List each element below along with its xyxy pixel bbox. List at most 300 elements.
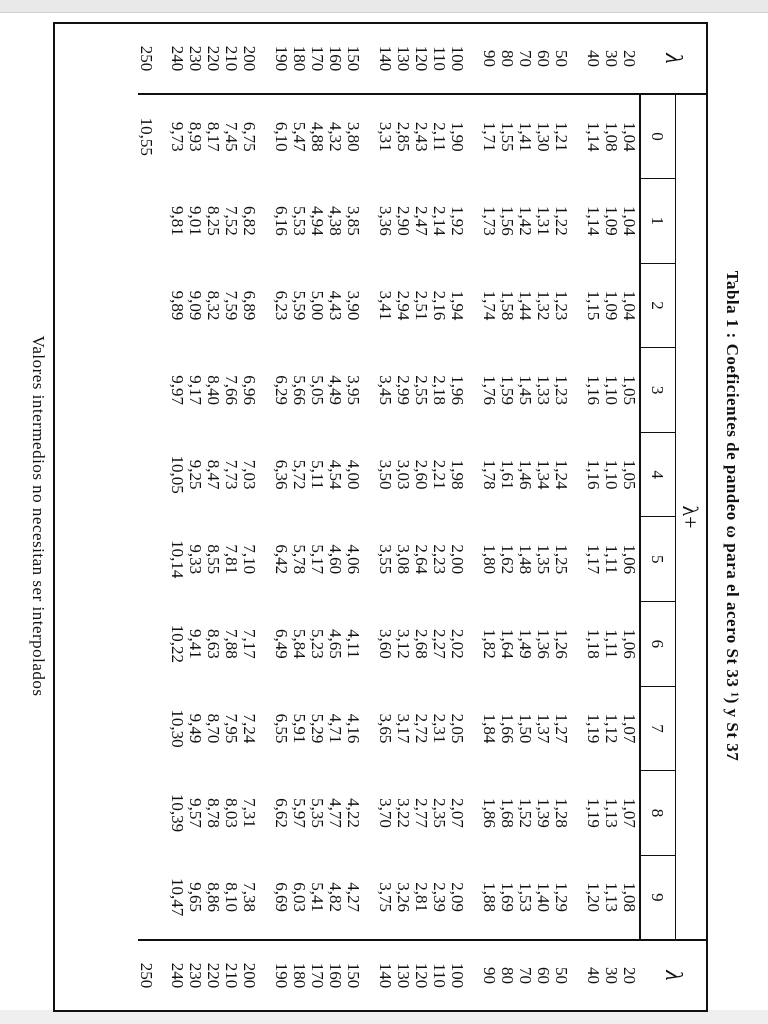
- coefficient-cell: 9,73: [168, 121, 187, 152]
- coefficient-cell: 9,41: [186, 628, 205, 659]
- row-lambda-right: 160: [327, 940, 345, 1010]
- coefficient-cell: 3,65: [376, 713, 395, 744]
- coefficient-cell: 7,10: [240, 544, 259, 575]
- coefficient-cell: 1,06: [620, 628, 639, 659]
- coefficient-cell: 3,03: [394, 459, 413, 490]
- coefficient-cell: 4,27: [344, 882, 363, 913]
- empty-cell: [138, 517, 169, 602]
- coefficient-cell: 4,88: [308, 121, 327, 152]
- digit-header-6: 6: [640, 602, 676, 687]
- table-row: [535, 24, 553, 1010]
- row-lambda-left: 40: [585, 24, 603, 94]
- row-lambda-right: 180: [291, 940, 309, 1010]
- empty-cell: [138, 686, 169, 771]
- block-spacer: [363, 24, 377, 1010]
- coefficient-cell: 1,32: [534, 290, 553, 321]
- coefficient-cell: 7,73: [222, 459, 241, 490]
- coefficient-cell: 2,11: [430, 122, 449, 152]
- coefficient-cell: 9,65: [186, 882, 205, 913]
- coefficient-cell: 8,78: [204, 798, 223, 828]
- table-caption: Tabla 1 : Coeficientes de pandeo ω para el acero St 33 ¹) y St 37: [723, 270, 742, 762]
- row-lambda-left: 110: [431, 24, 449, 94]
- coefficient-cell: 3,12: [394, 628, 413, 659]
- coefficient-cell: 1,11: [602, 629, 621, 659]
- coefficient-cell: 1,94: [448, 290, 467, 321]
- coefficient-cell: 1,21: [552, 121, 571, 152]
- row-lambda-left: 200: [241, 24, 259, 94]
- row-lambda-left: 250: [138, 24, 169, 94]
- coefficient-cell: 8,63: [204, 628, 223, 659]
- coefficient-cell: 3,50: [376, 459, 395, 490]
- row-lambda-left: 180: [291, 24, 309, 94]
- empty-cell: [138, 602, 169, 687]
- coefficient-grid: [138, 24, 706, 1010]
- digit-header-3: 3: [640, 348, 676, 433]
- coefficient-cell: 2,18: [430, 375, 449, 405]
- row-lambda-right: 150: [345, 940, 363, 1010]
- coefficient-cell: 2,94: [394, 290, 413, 321]
- coefficient-cell: 5,97: [290, 798, 309, 828]
- table-row-250: [138, 24, 169, 1010]
- coefficient-cell: 6,75: [240, 121, 259, 152]
- coefficient-cell: 3,41: [376, 290, 395, 321]
- coefficient-cell: 1,14: [584, 121, 603, 152]
- coefficient-cell: 8,32: [204, 290, 223, 321]
- row-lambda-left: 90: [481, 24, 499, 94]
- coefficient-cell: 6,29: [272, 375, 291, 405]
- coefficient-cell: 1,14: [584, 206, 603, 236]
- coefficient-cell: 3,36: [376, 206, 395, 236]
- table-row: [309, 24, 327, 1010]
- row-lambda-left: 130: [395, 24, 413, 94]
- table-row: [553, 24, 571, 1010]
- row-lambda-left: 170: [309, 24, 327, 94]
- coefficient-cell: 1,05: [620, 459, 639, 490]
- coefficient-cell: 1,04: [620, 121, 639, 152]
- coefficient-cell: 1,42: [516, 206, 535, 236]
- row-lambda-right: 50: [553, 940, 571, 1010]
- block-spacer: [571, 24, 585, 1010]
- coefficient-cell: 3,17: [394, 713, 413, 744]
- coefficient-cell: 1,96: [448, 375, 467, 405]
- coefficient-cell: 9,01: [186, 206, 205, 236]
- coefficient-cell: 1,76: [480, 375, 499, 405]
- coefficient-cell: 1,35: [534, 544, 553, 575]
- empty-cell: [138, 348, 169, 433]
- coefficient-cell: 7,45: [222, 121, 241, 152]
- coefficient-cell: 4,06: [344, 544, 363, 575]
- coefficient-cell: 2,16: [430, 290, 449, 321]
- coefficient-cell: 1,64: [498, 628, 517, 659]
- coefficient-cell: 4,32: [326, 121, 345, 152]
- coefficient-cell: 3,75: [376, 882, 395, 913]
- table-row: [205, 24, 223, 1010]
- coefficient-cell: 1,07: [620, 798, 639, 828]
- coefficient-cell: 2,31: [430, 713, 449, 744]
- table-row: [377, 24, 395, 1010]
- row-lambda-left: 210: [223, 24, 241, 94]
- coefficient-cell: 6,10: [272, 121, 291, 152]
- block-spacer: [259, 24, 273, 1010]
- table-row: [449, 24, 467, 1010]
- coefficient-cell: 10,22: [168, 624, 187, 663]
- empty-cell: [138, 771, 169, 856]
- coefficient-cell: 10,47: [168, 878, 187, 917]
- coefficient-cell: 3,95: [344, 375, 363, 405]
- coefficient-cell: 1,37: [534, 713, 553, 744]
- coefficient-cell: 4,16: [344, 713, 363, 744]
- coefficient-cell: 1,22: [552, 206, 571, 236]
- row-lambda-left: 240: [169, 24, 187, 94]
- coefficient-cell: 1,11: [602, 544, 621, 574]
- table-row: [241, 24, 259, 1010]
- coefficient-cell: 6,62: [272, 798, 291, 828]
- table-row: [187, 24, 205, 1010]
- coefficient-cell: 5,72: [290, 459, 309, 490]
- row-lambda-right: 60: [535, 940, 553, 1010]
- empty-cell: [138, 263, 169, 348]
- coefficient-cell: 1,27: [552, 713, 571, 744]
- table-row: [431, 24, 449, 1010]
- coefficient-cell: 4,00: [344, 459, 363, 490]
- coefficient-cell: 8,93: [186, 121, 205, 152]
- coefficient-cell: 5,47: [290, 121, 309, 152]
- coefficient-cell: 7,24: [240, 713, 259, 744]
- coefficient-cell: 1,26: [552, 628, 571, 659]
- coefficient-cell: 1,09: [602, 290, 621, 321]
- coefficient-cell: 1,61: [498, 459, 517, 490]
- row-lambda-right: 80: [499, 940, 517, 1010]
- coefficient-cell: 5,91: [290, 713, 309, 744]
- coefficient-cell: 5,84: [290, 628, 309, 659]
- coefficient-cell: 1,34: [534, 459, 553, 490]
- coefficient-cell: 1,30: [534, 121, 553, 152]
- coefficient-cell: 7,95: [222, 713, 241, 744]
- coefficient-cell: 1,82: [480, 628, 499, 659]
- coefficient-cell: 7,59: [222, 290, 241, 321]
- coefficient-cell: 2,60: [412, 459, 431, 490]
- lambda-header-right: λ: [640, 940, 706, 1010]
- coefficient-cell: 4,54: [326, 459, 345, 490]
- row-lambda-left: 60: [535, 24, 553, 94]
- digit-header-5: 5: [640, 517, 676, 602]
- coefficient-cell: 6,03: [290, 882, 309, 913]
- coefficient-cell: 7,31: [240, 798, 259, 828]
- row-lambda-left: 20: [621, 24, 640, 94]
- coefficient-cell: 5,05: [308, 375, 327, 405]
- coefficient-cell: 4,77: [326, 798, 345, 828]
- row-lambda-right: 210: [223, 940, 241, 1010]
- coefficient-cell: 5,23: [308, 628, 327, 659]
- coefficient-cell: 8,03: [222, 798, 241, 828]
- coefficient-cell: 1,12: [602, 713, 621, 744]
- coefficient-cell: 4,60: [326, 544, 345, 575]
- coefficient-cell: 1,24: [552, 459, 571, 490]
- coefficient-cell: 4,71: [326, 713, 345, 744]
- row-lambda-left: 80: [499, 24, 517, 94]
- coefficient-cell: 7,66: [222, 375, 241, 405]
- coefficient-cell: 1,16: [584, 375, 603, 405]
- table-row: [273, 24, 291, 1010]
- coefficient-cell: 1,19: [584, 798, 603, 828]
- coefficient-cell: 1,46: [516, 459, 535, 490]
- coefficient-cell: 1,23: [552, 375, 571, 405]
- coefficient-cell: 1,69: [498, 882, 517, 913]
- coefficient-cell: 1,71: [480, 121, 499, 152]
- row-lambda-right: 220: [205, 940, 223, 1010]
- coefficient-cell: 2,00: [448, 544, 467, 575]
- coefficient-cell: 6,82: [240, 206, 259, 236]
- coefficient-cell: 1,66: [498, 713, 517, 744]
- row-lambda-right: 70: [517, 940, 535, 1010]
- coefficient-cell: 1,07: [620, 713, 639, 744]
- row-lambda-left: 100: [449, 24, 467, 94]
- table-row: [223, 24, 241, 1010]
- coefficient-cell: 8,86: [204, 882, 223, 913]
- coefficient-cell: 1,50: [516, 713, 535, 744]
- row-lambda-left: 160: [327, 24, 345, 94]
- coefficient-cell: 7,52: [222, 206, 241, 236]
- rotated-page: [8, 16, 748, 1016]
- coefficient-cell: 5,11: [308, 460, 327, 490]
- header-row-top: [676, 24, 707, 1010]
- row-lambda-right: 30: [603, 940, 621, 1010]
- row-lambda-left: 230: [187, 24, 205, 94]
- coefficient-cell: 5,78: [290, 544, 309, 575]
- coefficient-cell: 1,36: [534, 628, 553, 659]
- row-lambda-right: 40: [585, 940, 603, 1010]
- coefficient-cell: 2,43: [412, 121, 431, 152]
- coefficient-cell: 6,69: [272, 882, 291, 913]
- coefficient-cell: 9,25: [186, 459, 205, 490]
- coefficient-cell: 2,90: [394, 206, 413, 236]
- coefficient-cell: 10,30: [168, 709, 187, 748]
- coefficient-cell: 1,29: [552, 882, 571, 913]
- coefficient-cell: 2,51: [412, 290, 431, 321]
- coefficient-cell: 1,92: [448, 206, 467, 236]
- coefficient-cell: 6,55: [272, 713, 291, 744]
- coefficient-cell: 5,66: [290, 375, 309, 405]
- coefficient-cell: 1,40: [534, 882, 553, 913]
- coefficient-cell: 1,58: [498, 290, 517, 321]
- coefficient-cell: 1,41: [516, 121, 535, 152]
- coefficient-cell: 2,77: [412, 798, 431, 828]
- row-lambda-right: 20: [621, 940, 640, 1010]
- coefficient-cell: 2,55: [412, 375, 431, 405]
- digit-header-1: 1: [640, 179, 676, 264]
- row-lambda-left: 120: [413, 24, 431, 94]
- table-row: [291, 24, 309, 1010]
- coefficient-cell: 1,10: [602, 375, 621, 405]
- lambda-header-left: λ: [640, 24, 706, 94]
- coefficient-cell: 1,04: [620, 206, 639, 236]
- coefficient-cell: 3,22: [394, 798, 413, 828]
- table-row: [395, 24, 413, 1010]
- coefficient-cell: 2,21: [430, 459, 449, 490]
- coefficient-cell: 6,36: [272, 459, 291, 490]
- coefficient-cell: 1,10: [602, 459, 621, 490]
- digit-header-2: 2: [640, 263, 676, 348]
- coefficient-cell: 1,09: [602, 206, 621, 236]
- coefficient-cell: 2,64: [412, 544, 431, 575]
- coefficient-cell: 1,86: [480, 798, 499, 828]
- coefficient-cell: 2,07: [448, 798, 467, 828]
- coefficient-cell: 8,40: [204, 375, 223, 405]
- coefficient-cell: 5,35: [308, 798, 327, 828]
- coefficient-cell: 8,55: [204, 544, 223, 575]
- coefficient-cell: 1,20: [584, 882, 603, 913]
- coefficient-cell: 1,68: [498, 798, 517, 828]
- coefficient-cell: 10,05: [168, 455, 187, 494]
- coefficient-cell: 1,55: [498, 121, 517, 152]
- coefficient-cell: 2,05: [448, 713, 467, 744]
- row-lambda-right: 170: [309, 940, 327, 1010]
- coefficient-cell: 4,11: [344, 629, 363, 659]
- coefficient-cell: 1,25: [552, 544, 571, 575]
- coefficient-cell: 4,22: [344, 798, 363, 828]
- coefficient-cell: 1,18: [584, 628, 603, 659]
- row-lambda-left: 150: [345, 24, 363, 94]
- coefficient-cell: 3,55: [376, 544, 395, 575]
- table-row: [517, 24, 535, 1010]
- coefficient-cell: 2,85: [394, 121, 413, 152]
- coefficient-cell: 3,85: [344, 206, 363, 236]
- row-lambda-right: 90: [481, 940, 499, 1010]
- block-spacer: [467, 24, 481, 1010]
- coefficient-cell: 1,48: [516, 544, 535, 575]
- table-row: [345, 24, 363, 1010]
- coefficient-cell: 5,59: [290, 290, 309, 321]
- coefficient-cell: 5,29: [308, 713, 327, 744]
- coefficient-cell: 1,05: [620, 375, 639, 405]
- coefficient-cell: 1,17: [584, 544, 603, 575]
- coefficient-cell: 1,62: [498, 544, 517, 575]
- digit-header-7: 7: [640, 686, 676, 771]
- coefficient-cell: 1,13: [602, 798, 621, 828]
- coefficient-cell: 1,49: [516, 628, 535, 659]
- row-lambda-right: 240: [169, 940, 187, 1010]
- table-body: [138, 24, 640, 1010]
- coefficient-cell: 2,47: [412, 206, 431, 236]
- coefficient-cell: 2,81: [412, 882, 431, 913]
- coefficient-cell: 5,00: [308, 290, 327, 321]
- coefficient-cell: 1,84: [480, 713, 499, 744]
- row-lambda-left: 220: [205, 24, 223, 94]
- coefficient-cell: 4,82: [326, 882, 345, 913]
- coefficient-cell: 8,25: [204, 206, 223, 236]
- scan-top-edge: [0, 0, 768, 13]
- coefficient-cell: 1,44: [516, 290, 535, 321]
- coefficient-cell: 6,16: [272, 206, 291, 236]
- coefficient-cell: 1,28: [552, 798, 571, 828]
- digit-header-4: 4: [640, 432, 676, 517]
- coefficient-cell: 3,31: [376, 121, 395, 152]
- coefficient-cell: 5,17: [308, 544, 327, 575]
- coefficient-cell: 6,42: [272, 544, 291, 575]
- empty-cell: [138, 432, 169, 517]
- coefficient-cell: 5,53: [290, 206, 309, 236]
- coefficient-cell: 4,38: [326, 206, 345, 236]
- coefficient-cell: 6,23: [272, 290, 291, 321]
- coefficient-cell: 9,81: [168, 206, 187, 236]
- coefficient-cell: 1,16: [584, 459, 603, 490]
- row-lambda-right: 100: [449, 940, 467, 1010]
- coefficient-cell: 8,10: [222, 882, 241, 913]
- coefficient-cell: 1,73: [480, 206, 499, 236]
- coefficient-cell: 6,96: [240, 375, 259, 405]
- lambda-plus-header: λ+: [678, 505, 704, 529]
- row-lambda-right: 230: [187, 940, 205, 1010]
- coefficient-cell: 1,23: [552, 290, 571, 321]
- coefficient-cell: 5,41: [308, 882, 327, 913]
- digit-header-0: 0: [640, 94, 676, 179]
- coefficient-cell: 7,81: [222, 544, 241, 575]
- coefficient-cell: 10,39: [168, 793, 187, 833]
- buckling-coefficient-table: [53, 22, 708, 1012]
- row-lambda-left: 50: [553, 24, 571, 94]
- table-row: [621, 24, 640, 1010]
- coefficient-cell: 3,08: [394, 544, 413, 575]
- row-lambda-right: 250: [138, 940, 169, 1010]
- digit-header-8: 8: [640, 771, 676, 856]
- coefficient-cell: 3,26: [394, 882, 413, 913]
- coefficient-cell: 6,89: [240, 290, 259, 321]
- coefficient-cell: 7,03: [240, 459, 259, 490]
- empty-cell: [138, 855, 169, 940]
- coefficient-cell: 2,02: [448, 628, 467, 659]
- coefficient-cell: 1,13: [602, 882, 621, 913]
- row-lambda-right: 110: [431, 940, 449, 1010]
- table-row: [169, 24, 187, 1010]
- row-lambda-left: 190: [273, 24, 291, 94]
- coefficient-cell: 8,17: [204, 121, 223, 152]
- empty-cell: [138, 179, 169, 264]
- coefficient-cell: 2,23: [430, 544, 449, 575]
- coefficient-cell: 7,17: [240, 628, 259, 659]
- coefficient-cell: 1,56: [498, 206, 517, 236]
- table-row: [499, 24, 517, 1010]
- coefficient-cell: 1,45: [516, 375, 535, 405]
- coefficient-cell: 3,80: [344, 121, 363, 152]
- row-lambda-right: 120: [413, 940, 431, 1010]
- row-lambda-right: 140: [377, 940, 395, 1010]
- coefficient-cell: 1,04: [620, 290, 639, 321]
- coefficient-cell: 9,17: [186, 375, 205, 405]
- coefficient-cell: 3,60: [376, 628, 395, 659]
- coefficient-cell: 4,43: [326, 290, 345, 321]
- table-row: [327, 24, 345, 1010]
- row-lambda-right: 200: [241, 940, 259, 1010]
- coefficient-cell: 1,08: [602, 121, 621, 152]
- row-lambda-right: 130: [395, 940, 413, 1010]
- coefficient-cell: 1,31: [534, 206, 553, 236]
- row-lambda-right: 190: [273, 940, 291, 1010]
- coefficient-cell: 1,59: [498, 375, 517, 405]
- coefficient-cell: 9,09: [186, 290, 205, 321]
- coefficient-cell: 4,49: [326, 375, 345, 405]
- coefficient-cell: 9,97: [168, 375, 187, 405]
- row-lambda-left: 30: [603, 24, 621, 94]
- coefficient-cell: 1,78: [480, 459, 499, 490]
- coefficient-cell: 1,98: [448, 459, 467, 490]
- coefficient-cell: 1,52: [516, 798, 535, 828]
- table-row: [413, 24, 431, 1010]
- coefficient-cell: 2,09: [448, 882, 467, 913]
- row-lambda-left: 70: [517, 24, 535, 94]
- coefficient-cell: 1,33: [534, 375, 553, 405]
- coefficient-cell: 3,70: [376, 798, 395, 828]
- coefficient-cell: 2,27: [430, 628, 449, 659]
